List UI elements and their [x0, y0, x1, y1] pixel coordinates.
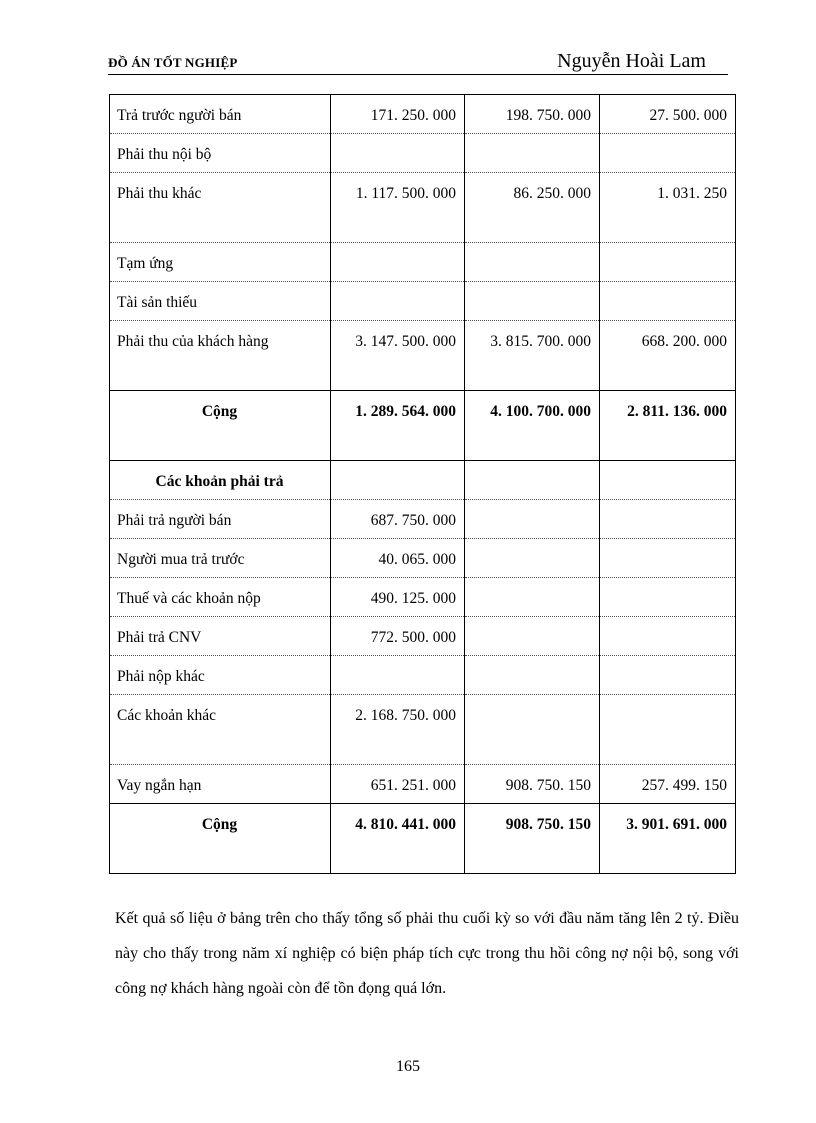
table-row	[110, 173, 736, 243]
row-label: Tạm ứng	[110, 243, 331, 282]
value-cell-col3	[600, 617, 736, 656]
value-cell-col2: 3. 815. 700. 000	[465, 321, 600, 391]
value-cell-col2	[465, 461, 600, 500]
table-row	[110, 804, 736, 874]
value-cell-col3: 3. 901. 691. 000	[600, 804, 736, 874]
table-row	[110, 243, 736, 282]
value-cell-col1: 772. 500. 000	[331, 617, 465, 656]
row-label: Phải trả CNV	[110, 617, 331, 656]
financial-table-body	[110, 95, 736, 874]
value-cell-col2	[465, 695, 600, 765]
value-cell-col1: 490. 125. 000	[331, 578, 465, 617]
value-cell-col2: 4. 100. 700. 000	[465, 391, 600, 461]
value-cell-col2	[465, 500, 600, 539]
table-row	[110, 391, 736, 461]
value-cell-col2	[465, 539, 600, 578]
value-cell-col2: 198. 750. 000	[465, 95, 600, 134]
row-label: Trả trước người bán	[110, 95, 331, 134]
value-cell-col2: 908. 750. 150	[465, 804, 600, 874]
value-cell-col3	[600, 656, 736, 695]
value-cell-col1: 3. 147. 500. 000	[331, 321, 465, 391]
table-row	[110, 321, 736, 391]
value-cell-col1: 4. 810. 441. 000	[331, 804, 465, 874]
value-cell-col1: 1. 289. 564. 000	[331, 391, 465, 461]
value-cell-col2	[465, 243, 600, 282]
table-row	[110, 539, 736, 578]
value-cell-col3: 257. 499. 150	[600, 765, 736, 804]
row-label: Các khoản khác	[110, 695, 331, 765]
value-cell-col1: 2. 168. 750. 000	[331, 695, 465, 765]
table-row	[110, 656, 736, 695]
table-row	[110, 765, 736, 804]
row-label: Vay ngắn hạn	[110, 765, 331, 804]
value-cell-col2	[465, 656, 600, 695]
value-cell-col2	[465, 282, 600, 321]
value-cell-col1: 1. 117. 500. 000	[331, 173, 465, 243]
value-cell-col3: 2. 811. 136. 000	[600, 391, 736, 461]
value-cell-col2: 908. 750. 150	[465, 765, 600, 804]
row-label: Phải thu nội bộ	[110, 134, 331, 173]
value-cell-col2	[465, 617, 600, 656]
value-cell-col1	[331, 243, 465, 282]
row-label: Phải trả người bán	[110, 500, 331, 539]
financial-table	[109, 94, 736, 874]
value-cell-col3	[600, 282, 736, 321]
table-row	[110, 282, 736, 321]
table-row	[110, 95, 736, 134]
author-name: Nguyễn Hoài Lam	[557, 50, 706, 72]
value-cell-col2	[465, 578, 600, 617]
value-cell-col2	[465, 134, 600, 173]
table-row	[110, 617, 736, 656]
row-label: Phải thu của khách hàng	[110, 321, 331, 391]
row-label: Cộng	[110, 391, 331, 461]
page-number: 165	[396, 1058, 420, 1075]
value-cell-col1: 651. 251. 000	[331, 765, 465, 804]
value-cell-col3	[600, 461, 736, 500]
row-label: Phải thu khác	[110, 173, 331, 243]
page-header	[108, 48, 728, 75]
value-cell-col1: 687. 750. 000	[331, 500, 465, 539]
value-cell-col3	[600, 134, 736, 173]
value-cell-col1: 171. 250. 000	[331, 95, 465, 134]
row-label: Người mua trả trước	[110, 539, 331, 578]
value-cell-col1: 40. 065. 000	[331, 539, 465, 578]
value-cell-col3: 1. 031. 250	[600, 173, 736, 243]
row-label: Phải nộp khác	[110, 656, 331, 695]
table-row	[110, 500, 736, 539]
value-cell-col3: 668. 200. 000	[600, 321, 736, 391]
row-label: Các khoản phải trả	[110, 461, 331, 500]
value-cell-col3	[600, 578, 736, 617]
value-cell-col3	[600, 539, 736, 578]
table-row	[110, 134, 736, 173]
value-cell-col3	[600, 500, 736, 539]
document-title: ĐỒ ÁN TỐT NGHIỆP	[108, 55, 238, 70]
value-cell-col1	[331, 461, 465, 500]
value-cell-col1	[331, 656, 465, 695]
row-label: Thuế và các khoản nộp	[110, 578, 331, 617]
row-label: Tài sản thiếu	[110, 282, 331, 321]
value-cell-col2: 86. 250. 000	[465, 173, 600, 243]
table-row	[110, 695, 736, 765]
table-row	[110, 461, 736, 500]
value-cell-col3: 27. 500. 000	[600, 95, 736, 134]
value-cell-col1	[331, 282, 465, 321]
value-cell-col1	[331, 134, 465, 173]
row-label: Cộng	[110, 804, 331, 874]
table-row	[110, 578, 736, 617]
value-cell-col3	[600, 695, 736, 765]
analysis-paragraph: Kết quả số liệu ở bảng trên cho thấy tổng số phải thu cuối kỳ so với đầu năm tăng lên 2 tỷ. Điều này cho thấy trong năm xí nghiệp có biện pháp tích cực trong thu hồi công nợ nội bộ, song với công nợ khách hàng ngoài còn để tồn đọng quá lớn.	[115, 910, 739, 997]
value-cell-col3	[600, 243, 736, 282]
